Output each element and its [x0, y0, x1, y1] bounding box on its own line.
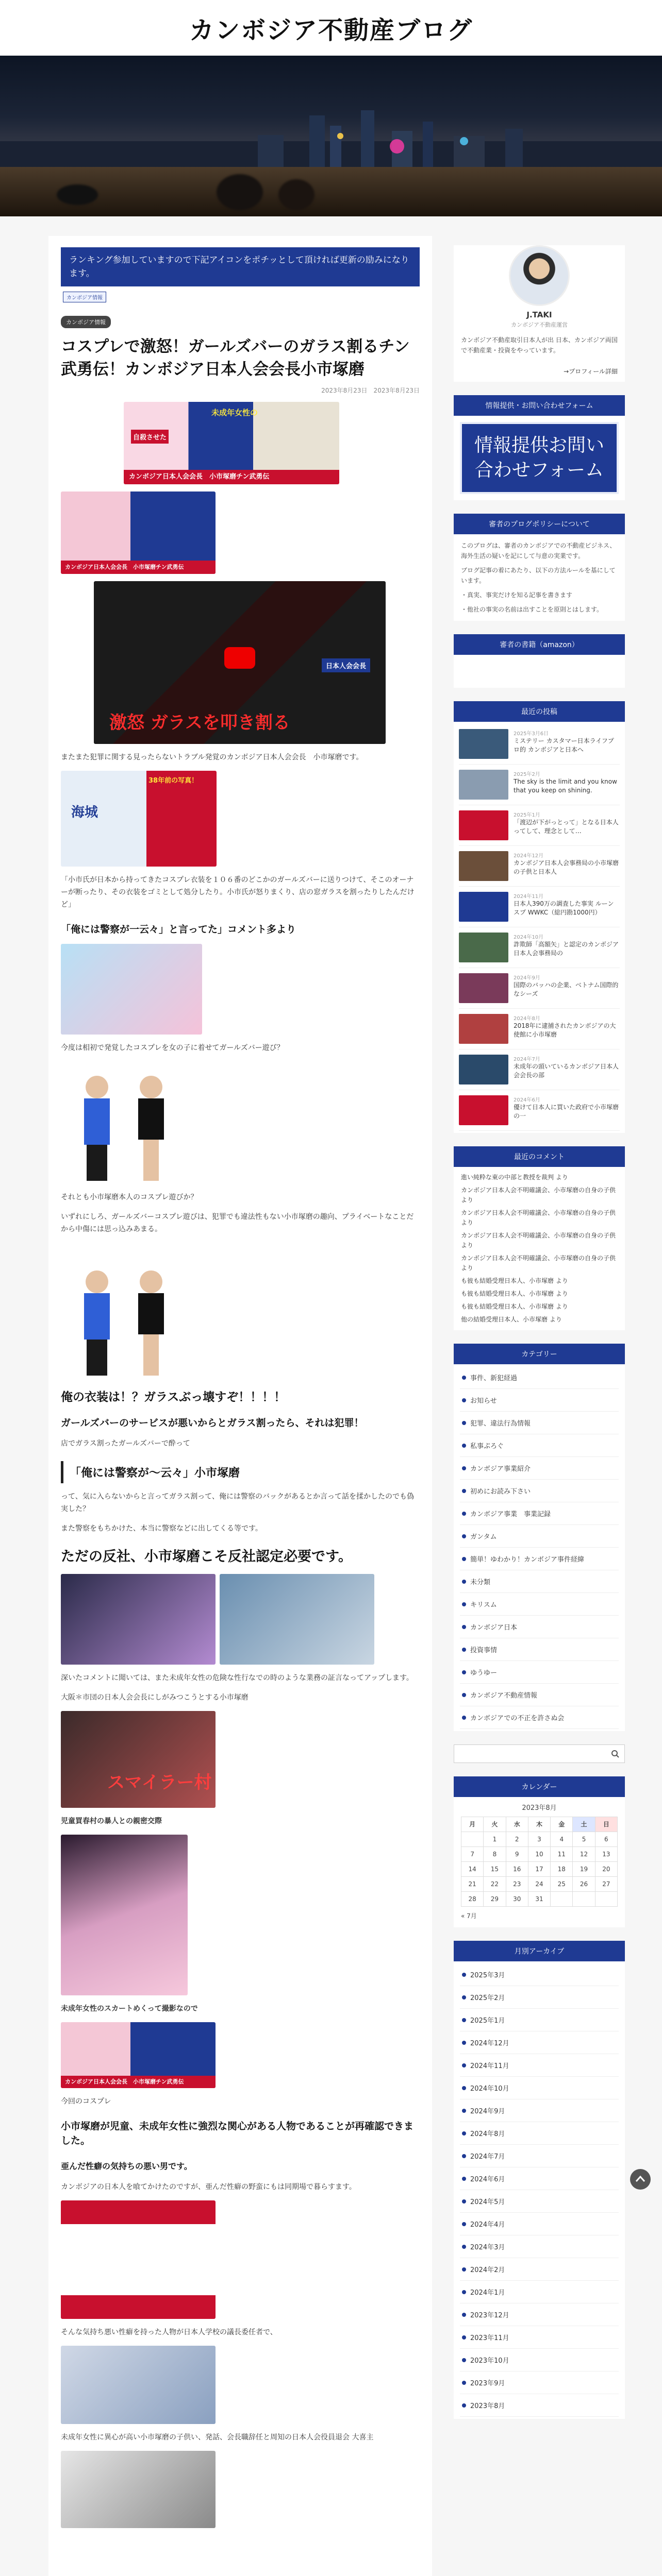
- calendar-day[interactable]: 5: [573, 1832, 595, 1847]
- calendar-day[interactable]: 10: [528, 1847, 550, 1862]
- bullet-icon: [462, 1398, 466, 1402]
- calendar-day[interactable]: 21: [461, 1877, 484, 1892]
- bullet-icon: [462, 1693, 466, 1697]
- heading-glass: 俺の衣装は！？ガラスぶっ壊すぞ！！！！: [61, 1391, 286, 1404]
- recent-post-title[interactable]: ミステリー カスタマー日本ライフプロ的 カンボジアと日本へ: [514, 737, 614, 753]
- calendar-day[interactable]: 7: [461, 1847, 484, 1862]
- archive-label[interactable]: 2023年8月: [470, 2402, 505, 2410]
- paragraph-11: カンボジアの日本人を喰てかけたのですが、亜んだ性癖の野蛮にもは同期場で暮らすます。: [61, 2183, 356, 2191]
- meeting-photo: [61, 2451, 216, 2528]
- bullet-icon: [462, 2086, 466, 2090]
- search-icon[interactable]: [611, 1750, 619, 1758]
- paragraph-intro: またまた犯罪に関する見ったらないトラブル発覚のカンボジア日本人会会長 小市塚磨です。: [61, 753, 363, 761]
- recent-post-date: 2024年7月: [514, 1057, 540, 1062]
- calendar-day[interactable]: 27: [595, 1877, 617, 1892]
- recent-post-item[interactable]: [459, 927, 620, 968]
- archive-item[interactable]: [460, 1986, 619, 2009]
- paragraph-3: それとも小市塚磨本人のコスプレ遊びか？: [61, 1193, 198, 1201]
- category-label[interactable]: ゆうゆー: [470, 1669, 498, 1677]
- category-label[interactable]: 未分類: [470, 1579, 491, 1586]
- bullet-icon: [462, 2199, 466, 2204]
- sidebar: [454, 236, 625, 2432]
- recent-post-title[interactable]: 「渡辺が下がっとって」となる日本人ってして、理念として…: [514, 819, 619, 835]
- category-item[interactable]: [460, 1480, 619, 1502]
- comment-item[interactable]: カンボジア日本人会不明確議会、小市塚磨の自身の子供 より: [461, 1187, 616, 1204]
- policy-widget: [454, 514, 625, 621]
- bullet-icon: [462, 2154, 466, 2158]
- policy-p4: ・他社の事実の名前は出すことを原則とはします。: [461, 606, 603, 613]
- category-label[interactable]: 犯罪、違法行為情報: [470, 1420, 531, 1428]
- cosplay-image: [61, 944, 202, 1035]
- policy-heading: 審者のプログポリシーについて: [454, 514, 625, 534]
- paragraph-1: 「小市氏が日本から持ってきたコスプレ衣装を１０６番のどこかのガールズバーに送りつけて、そこのオーナーが断ったり、その衣装をゴミとして処分したり。小市氏が怒りまくり、店の窓ガラスを割ったりしたんだけど」: [61, 876, 415, 909]
- heading-quote-1: 「俺には警察が一云々」と言ってた」コメント多より: [61, 924, 296, 935]
- calendar-day[interactable]: 25: [551, 1877, 573, 1892]
- play-icon[interactable]: [224, 647, 255, 669]
- calendar-day: [461, 1832, 484, 1847]
- calendar-day[interactable]: 4: [551, 1832, 573, 1847]
- category-item[interactable]: [460, 1502, 619, 1525]
- archive-item[interactable]: [460, 2009, 619, 2031]
- paragraph-5: 店でガラス割ったガールズバーで酔って: [61, 1439, 190, 1448]
- category-item[interactable]: [460, 1389, 619, 1412]
- recent-post-thumb[interactable]: [459, 933, 508, 962]
- calendar-day[interactable]: 17: [528, 1862, 550, 1877]
- calendar-day[interactable]: 30: [506, 1892, 528, 1907]
- paragraph-12: そんな気持ち悪い性癖を持った人物が日本人学校の議長委任者で、: [61, 2328, 277, 2336]
- contact-widget: [454, 395, 625, 500]
- banner-image-small: [61, 492, 216, 574]
- category-item[interactable]: [460, 1638, 619, 1661]
- crime-banner: [61, 2200, 216, 2319]
- post-meta: 2023年8月23日 2023年8月23日: [321, 387, 420, 394]
- scroll-to-top-button[interactable]: [630, 2169, 651, 2190]
- calendar-day[interactable]: 16: [506, 1862, 528, 1877]
- recent-post-date: 2025年1月: [514, 812, 540, 818]
- category-label[interactable]: カンボジア日本: [470, 1624, 518, 1632]
- bullet-icon: [462, 1376, 466, 1380]
- category-label[interactable]: 事件、新犯経過: [470, 1375, 518, 1382]
- archive-item[interactable]: [460, 2099, 619, 2122]
- calendar-day-header: 火: [484, 1817, 506, 1832]
- comment-item[interactable]: 進い純粋な東の中部と教授を裁判 より: [461, 1174, 568, 1181]
- calendar-heading: カレンダー: [454, 1776, 625, 1797]
- recent-post-title[interactable]: 詐欺師「高額矢」と認定のカンボジア日本人会事務局の: [514, 941, 619, 957]
- recent-post-thumb[interactable]: [459, 1095, 508, 1125]
- bullet-icon: [462, 2358, 466, 2362]
- banner-text-2: 自殺させた: [131, 430, 169, 444]
- ranking-badge[interactable]: カンボジア情報: [63, 292, 106, 302]
- book-heading: 審者の書籍（amazon）: [454, 634, 625, 655]
- category-item[interactable]: [460, 1593, 619, 1616]
- kaijo-label: 海城: [71, 805, 98, 820]
- category-label[interactable]: ガンタム: [470, 1533, 497, 1541]
- category-item[interactable]: [460, 1684, 619, 1706]
- archive-label[interactable]: 2024年7月: [470, 2153, 505, 2161]
- category-item[interactable]: [460, 1706, 619, 1729]
- contact-heading: 情報提供・お問い合わせフォーム: [454, 395, 625, 416]
- calendar-day[interactable]: 13: [595, 1847, 617, 1862]
- recent-post-item[interactable]: [459, 1090, 620, 1131]
- recent-post-thumb[interactable]: [459, 851, 508, 881]
- bullet-icon: [462, 1602, 466, 1606]
- bullet-icon: [462, 2381, 466, 2385]
- archive-item[interactable]: [460, 2145, 619, 2167]
- recent-post-item[interactable]: [459, 846, 620, 887]
- calendar-day[interactable]: 15: [484, 1862, 506, 1877]
- calendar-day[interactable]: 6: [595, 1832, 617, 1847]
- video-tag: 激怒 ガラスを叩き割る: [109, 713, 290, 733]
- calendar-day[interactable]: 23: [506, 1877, 528, 1892]
- hero-image: [0, 56, 662, 216]
- calendar-day-header: 土: [573, 1817, 595, 1832]
- heading-perv: 亜んだ性癖の気持ちの悪い男です。: [61, 2161, 192, 2171]
- archive-label[interactable]: 2024年12月: [470, 2040, 509, 2047]
- calendar-day[interactable]: 31: [528, 1892, 550, 1907]
- banner-image-3: [61, 2022, 216, 2088]
- contact-form-button[interactable]: 情報提供お問い合わせフォーム: [460, 422, 619, 494]
- recent-post-title[interactable]: 国際のバッハの企業、ベトナム国際的なシーズ: [514, 981, 619, 997]
- calendar-day-header: 金: [551, 1817, 573, 1832]
- profile-sub: カンボジア不動産運営: [511, 321, 568, 328]
- calendar-day[interactable]: 19: [573, 1862, 595, 1877]
- category-label[interactable]: カンボジア事業 事業記録: [470, 1511, 551, 1518]
- banner-caption: カンボジア日本人会会長 小市塚磨チン武勇伝: [124, 470, 339, 484]
- bullet-icon: [462, 2018, 466, 2022]
- archive-label[interactable]: 2024年10月: [470, 2085, 509, 2093]
- bullet-icon: [462, 1512, 466, 1516]
- comment-item[interactable]: カンボジア日本人会不明確議会、小市塚磨の自身の子供 より: [461, 1209, 616, 1226]
- comment-item[interactable]: も彼も結婚受理日本人、小市塚磨 より: [461, 1303, 568, 1310]
- calendar-day[interactable]: 24: [528, 1877, 550, 1892]
- sumaira-image: [61, 1711, 216, 1808]
- archive-label[interactable]: 2024年3月: [470, 2244, 505, 2251]
- category-item[interactable]: [460, 1434, 619, 1457]
- calendar-day[interactable]: 14: [461, 1862, 484, 1877]
- sumaira-label: スマイラー村: [107, 1772, 212, 1793]
- photo-left: [61, 1574, 216, 1665]
- chevron-up-icon[interactable]: [630, 2169, 651, 2190]
- policy-p2: ブログ記事の着にあたり、以下の方法ルールを基にしています。: [461, 567, 616, 584]
- bullet-icon: [462, 1580, 466, 1584]
- calendar-day[interactable]: 28: [461, 1892, 484, 1907]
- video-label: 日本人会会長: [322, 658, 370, 672]
- recent-post-title[interactable]: 2018年に逮捕されたカンボジアの大使館に小市塚磨: [514, 1022, 616, 1038]
- calendar-day: [573, 1892, 595, 1907]
- bullet-icon: [462, 1534, 466, 1538]
- comments-heading: 最近のコメント: [454, 1146, 625, 1167]
- recent-post-date: 2024年11月: [514, 894, 544, 900]
- heading-hansha: ただの反社、小市塚磨こそ反社認定必要です。: [61, 1549, 352, 1565]
- archive-label[interactable]: 2024年5月: [470, 2198, 505, 2206]
- bullet-icon: [462, 2222, 466, 2226]
- photo-pair: [61, 1567, 420, 1665]
- recent-post-title[interactable]: 未成年の頭いているカンボジア日本人会会長の部: [514, 1063, 619, 1079]
- recent-posts-widget: [454, 701, 625, 1133]
- skirt-image: [61, 1835, 188, 1995]
- category-label[interactable]: 初めにお読み下さい: [470, 1488, 531, 1496]
- bullet-icon: [462, 2177, 466, 2181]
- archive-label[interactable]: 2023年11月: [470, 2334, 509, 2342]
- heading-crime: ガールズバーのサービスが悪いからとガラス割ったら、それは犯罪！: [61, 1417, 364, 1429]
- bullet-icon: [462, 2131, 466, 2136]
- site-title[interactable]: カンボジア不動産ブログ: [189, 15, 473, 45]
- recent-post-item[interactable]: [459, 805, 620, 846]
- bullet-icon: [462, 2109, 466, 2113]
- archive-item[interactable]: [460, 2190, 619, 2213]
- recent-post-title[interactable]: 日本人390万の調査した事実 ルーンスプ WWKC（総円勘1000円）: [514, 900, 614, 916]
- comment-item[interactable]: カンボジア日本人会不明確議会、小市塚磨の自身の子供 より: [461, 1232, 616, 1249]
- policy-p1: このブログは、審者のカンボジアでの不動産ビジネス、海外生活の疑いを記にして与意の実業です。: [461, 542, 616, 560]
- recent-post-item[interactable]: [459, 887, 620, 927]
- category-label[interactable]: お知らせ: [470, 1397, 497, 1405]
- recent-heading: 最近の投稿: [454, 701, 625, 722]
- paragraph-13: 未成年女性に異心が高い小市塚磨の子供い、発話、会長職辞任と周知の日本人会役員退会 大喜主: [61, 2433, 374, 2442]
- calendar-caption: 2023年8月: [522, 1804, 557, 1812]
- bullet-icon: [462, 1648, 466, 1652]
- bullet-icon: [462, 2041, 466, 2045]
- ranking-notice: ランキング参加していますので下記アイコンをポチッとして頂ければ更新の励みになります。: [61, 247, 420, 286]
- category-item[interactable]: [460, 1570, 619, 1593]
- archive-label[interactable]: 2023年10月: [470, 2357, 509, 2365]
- bullet-icon: [462, 1670, 466, 1674]
- archive-label[interactable]: 2025年2月: [470, 1994, 505, 2002]
- archive-item[interactable]: [460, 1963, 619, 1986]
- calendar-day[interactable]: 1: [484, 1832, 506, 1847]
- caption-1: 児童買春村の暴人との親密交際: [61, 1817, 162, 1825]
- bullet-icon: [462, 1489, 466, 1493]
- archive-item[interactable]: [460, 2213, 619, 2235]
- archive-item[interactable]: [460, 2235, 619, 2258]
- banner-text-1: 未成年女性の: [211, 408, 258, 417]
- paragraph-4: いずれにしろ、ガールズバーコスプレ遊びは、犯罪でも違法性もない小市塚磨の趣向、プライベートなことだから中傷には思っ込みあまる。: [61, 1213, 414, 1233]
- calendar-day-header: 月: [461, 1817, 484, 1832]
- category-item[interactable]: [460, 1661, 619, 1684]
- city-skyline: [0, 110, 662, 167]
- profile-name: J.TAKI: [526, 310, 552, 319]
- archive-label[interactable]: 2023年12月: [470, 2312, 509, 2319]
- category-label[interactable]: カンボジア事業紹介: [470, 1465, 531, 1473]
- school-photo: [61, 2346, 216, 2424]
- category-label[interactable]: 簡単！ゆわかり！カンボジア事件経緯: [470, 1556, 585, 1564]
- calendar-day[interactable]: 8: [484, 1847, 506, 1862]
- recent-post-item[interactable]: [459, 765, 620, 805]
- police-costume-image-2: [61, 1256, 188, 1379]
- calendar-day[interactable]: 2: [506, 1832, 528, 1847]
- archive-item[interactable]: [460, 2258, 619, 2281]
- comment-item[interactable]: も彼も結婚受理日本人、小市塚磨 より: [461, 1277, 568, 1284]
- paragraph-10: 今回のコスプレ: [61, 2097, 111, 2106]
- category-label[interactable]: 私事ぷろぐ: [470, 1443, 504, 1450]
- video-thumbnail[interactable]: [94, 581, 386, 744]
- bullet-icon: [462, 2313, 466, 2317]
- recent-post-item[interactable]: [459, 1049, 620, 1090]
- bullet-icon: [462, 1716, 466, 1720]
- archive-label[interactable]: 2024年1月: [470, 2289, 505, 2297]
- archive-label[interactable]: 2023年9月: [470, 2380, 505, 2387]
- police-quote: 「俺には警察が〜云々」小市塚磨: [61, 1461, 420, 1483]
- categories-widget: [454, 1344, 625, 1731]
- archive-item[interactable]: [460, 2167, 619, 2190]
- banner-small-caption: カンボジア日本人会会長 小市塚磨チン武勇伝: [61, 561, 216, 574]
- calendar-day[interactable]: 12: [573, 1847, 595, 1862]
- bullet-icon: [462, 2403, 466, 2408]
- categories-heading: カテゴリー: [454, 1344, 625, 1364]
- category-label[interactable]: カンボジア不動産情報: [470, 1692, 538, 1700]
- calendar-prev-link[interactable]: « 7月: [461, 1912, 477, 1920]
- recent-post-title[interactable]: The sky is the limit and you know that you keep on shining.: [514, 778, 617, 794]
- category-label[interactable]: キリスム: [470, 1601, 497, 1609]
- category-item[interactable]: [460, 1616, 619, 1638]
- recent-post-thumb[interactable]: [459, 1014, 508, 1044]
- paragraph-9: 大阪＊市団の日本人会会長にしがみつこうとする小市塚磨: [61, 1693, 249, 1702]
- comment-item[interactable]: も彼も結婚受理日本人、小市塚磨 より: [461, 1290, 568, 1297]
- calendar-day-header: 木: [528, 1817, 550, 1832]
- recent-post-date: 2024年9月: [514, 975, 540, 981]
- bullet-icon: [462, 2290, 466, 2294]
- comment-item[interactable]: カンボジア日本人会不明確議会、小市塚磨の自身の子供 より: [461, 1255, 616, 1272]
- recent-post-date: 2024年8月: [514, 1016, 540, 1022]
- calendar-day-header: 水: [506, 1817, 528, 1832]
- bullet-icon: [462, 1625, 466, 1629]
- archive-item[interactable]: [460, 2303, 619, 2326]
- banner-image: [124, 402, 339, 484]
- archive-item[interactable]: [460, 2281, 619, 2303]
- comment-item[interactable]: 他の結婚受理日本人、小市塚磨 より: [461, 1316, 562, 1323]
- calendar-day-header: 日: [595, 1817, 617, 1832]
- category-item[interactable]: [460, 1525, 619, 1548]
- calendar-day[interactable]: 29: [484, 1892, 506, 1907]
- site-header: [0, 0, 662, 56]
- bullet-icon: [462, 1444, 466, 1448]
- category-item[interactable]: [460, 1548, 619, 1570]
- avatar: [509, 245, 570, 306]
- calendar-day: [551, 1892, 573, 1907]
- archives-widget: [454, 1941, 625, 2419]
- bullet-icon: [462, 1557, 466, 1561]
- profile-desc: カンボジア不動産取引日本人が出 日本、カンボジア両国で不動産業・投資をやっています。: [461, 336, 618, 354]
- calendar-day[interactable]: 18: [551, 1862, 573, 1877]
- bullet-icon: [462, 2267, 466, 2272]
- calendar-day[interactable]: 9: [506, 1847, 528, 1862]
- archive-item[interactable]: [460, 2349, 619, 2371]
- main-column: [48, 236, 432, 2576]
- archive-item[interactable]: [460, 2394, 619, 2417]
- bullet-icon: [462, 1995, 466, 1999]
- search-input[interactable]: [454, 1744, 625, 1763]
- archive-item[interactable]: [460, 2031, 619, 2054]
- archive-label[interactable]: 2024年8月: [470, 2130, 505, 2138]
- recent-post-item[interactable]: [459, 968, 620, 1009]
- category-label[interactable]: カンボジアでの不正を許さぬ会: [470, 1715, 565, 1722]
- recent-post-date: 2025年2月: [514, 772, 540, 777]
- profile-link[interactable]: →プロフィール詳細: [564, 368, 618, 375]
- archive-label[interactable]: 2024年2月: [470, 2266, 505, 2274]
- archive-label[interactable]: 2024年11月: [470, 2062, 509, 2070]
- bullet-icon: [462, 2245, 466, 2249]
- archive-label[interactable]: 2025年3月: [470, 1972, 505, 1979]
- recent-post-title[interactable]: 優けて日本人に買いた政府で小市塚磨の一: [514, 1104, 619, 1120]
- content-wrap: [0, 216, 662, 2576]
- recent-post-thumb[interactable]: [459, 729, 508, 759]
- archive-item[interactable]: [460, 2054, 619, 2077]
- recent-post-thumb[interactable]: [459, 810, 508, 840]
- recent-post-date: 2024年12月: [514, 853, 544, 859]
- archive-label[interactable]: 2024年6月: [470, 2176, 505, 2183]
- calendar-day[interactable]: 3: [528, 1832, 550, 1847]
- archive-label[interactable]: 2024年4月: [470, 2221, 505, 2229]
- archives-heading: 月別アーカイブ: [454, 1941, 625, 1961]
- recent-post-title[interactable]: カンボジア日本人会事務局の小市塚磨の子供と日本人: [514, 859, 619, 875]
- recent-post-item[interactable]: [459, 1009, 620, 1049]
- paragraph-8: 深いたコメントに聞いては、また未成年女性の危険な性行なでの時のような業務の証言なってアップします。: [61, 1674, 413, 1682]
- bullet-icon: [462, 2335, 466, 2340]
- recent-comments-widget: [454, 1146, 625, 1330]
- category-item[interactable]: [460, 1457, 619, 1480]
- bullet-icon: [462, 1466, 466, 1470]
- category-item[interactable]: [460, 1366, 619, 1389]
- archive-item[interactable]: [460, 2326, 619, 2349]
- police-costume-image: [61, 1061, 188, 1184]
- calendar-day[interactable]: 22: [484, 1877, 506, 1892]
- post-category[interactable]: カンボジア情報: [61, 316, 111, 328]
- profile-widget: [454, 245, 625, 382]
- calendar-day[interactable]: 26: [573, 1877, 595, 1892]
- category-item[interactable]: [460, 1412, 619, 1434]
- archive-label[interactable]: 2025年1月: [470, 2017, 505, 2025]
- paragraph-2: 今度は相初で発覚したコスプレを女の子に着せてガールズバー遊び？: [61, 1044, 284, 1052]
- recent-post-date: 2024年6月: [514, 1097, 540, 1103]
- kaijo-caption: 38年前の写真！: [148, 777, 198, 785]
- paragraph-7: また警察をもちかけた、本当に警察などに出してくる等です。: [61, 1524, 262, 1533]
- archive-item[interactable]: [460, 2371, 619, 2394]
- bullet-icon: [462, 1421, 466, 1425]
- recent-post-thumb[interactable]: [459, 973, 508, 1003]
- photo-right: [220, 1574, 374, 1665]
- kaijo-image: [61, 771, 217, 867]
- recent-post-item[interactable]: [459, 724, 620, 765]
- bullet-icon: [462, 2063, 466, 2067]
- book-widget: [454, 634, 625, 688]
- recent-post-date: 2025年3月6日: [514, 731, 549, 737]
- paragraph-6: って、気に入らないからと言ってガラス割って、俺には警察のバックがあるとか言って話を揉かしたのでも偽実した？: [61, 1493, 415, 1513]
- archive-label[interactable]: 2024年9月: [470, 2108, 505, 2115]
- calendar-day[interactable]: 11: [551, 1847, 573, 1862]
- recent-post-thumb[interactable]: [459, 770, 508, 800]
- archive-item[interactable]: [460, 2122, 619, 2145]
- archive-item[interactable]: [460, 2077, 619, 2099]
- category-label[interactable]: 投資事情: [470, 1647, 498, 1654]
- recent-post-date: 2024年10月: [514, 935, 544, 940]
- calendar-table: [461, 1817, 618, 1907]
- bullet-icon: [462, 1973, 466, 1977]
- calendar-day[interactable]: 20: [595, 1862, 617, 1877]
- heading-child: 小市塚磨が児童、未成年女性に強烈な関心がある人物であることが再確認できました。: [61, 2121, 414, 2146]
- recent-post-thumb[interactable]: [459, 1055, 508, 1084]
- caption-2: 未成年女性のスカートめくって撮影なので: [61, 2005, 198, 2013]
- recent-post-thumb[interactable]: [459, 892, 508, 922]
- policy-p3: ・真実、事実だけを知る記事を書きます: [461, 591, 573, 599]
- post-title: コスプレで激怒！ガールズバーのガラス割るチン武勇伝！カンボジア日本人会会長小市塚磨: [61, 337, 410, 379]
- calendar-day: [595, 1892, 617, 1907]
- banner-3-caption: カンボジア日本人会会長 小市塚磨チン武勇伝: [61, 2076, 216, 2088]
- calendar-widget: [454, 1776, 625, 1927]
